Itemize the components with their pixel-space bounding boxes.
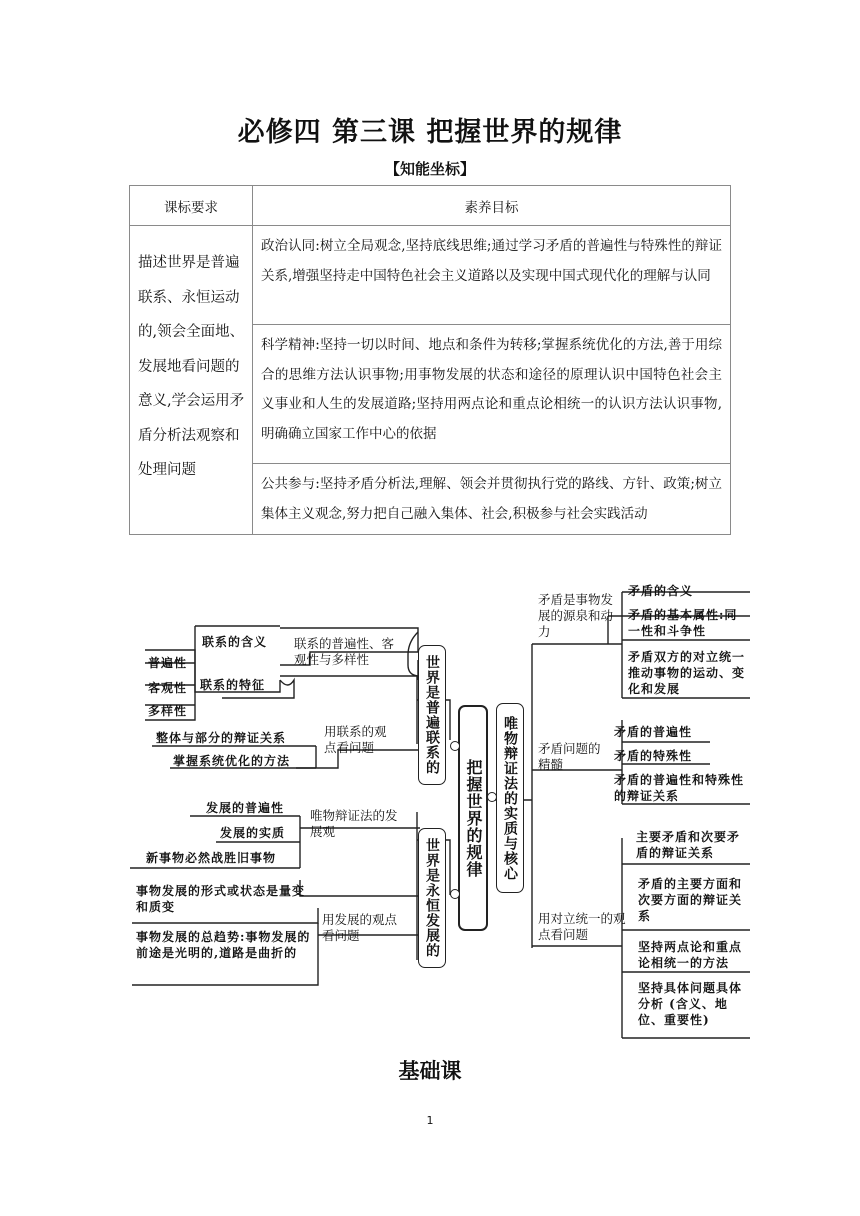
item-contradiction-universality: 矛盾的普遍性	[614, 725, 693, 739]
topic-universal-connection: 世界是普遍联系的	[418, 645, 446, 785]
branch-unity-opposites: 用对立统一的观点看问题	[538, 911, 626, 942]
item-contradiction-movement: 矛盾双方的对立统一推动事物的运动、变化和发展	[628, 650, 746, 696]
objectives-table	[129, 185, 731, 535]
item-system-optimization: 掌握系统优化的方法	[173, 754, 291, 768]
item-concrete-analysis: 坚持具体问题具体分析 (含义、地位、重要性)	[638, 981, 743, 1027]
table-header-row	[130, 186, 731, 226]
item-contradiction-meaning: 矛盾的含义	[628, 584, 694, 598]
page-title: 必修四 第三课 把握世界的规律	[237, 117, 623, 148]
connector-dot	[450, 889, 460, 899]
item-whole-part: 整体与部分的辩证关系	[156, 731, 287, 745]
branch-contradiction-essence: 矛盾问题的精髓	[538, 741, 601, 772]
topic-dialectics-core: 唯物辩证法的实质与核心	[496, 703, 524, 893]
item-universality-particularity: 矛盾的普遍性和特殊性的辩证关系	[614, 773, 745, 803]
feature-objectivity: 客观性	[148, 681, 188, 695]
center-topic: 把握世界的规律	[458, 705, 488, 931]
item-development-universality: 发展的普遍性	[206, 801, 285, 815]
item-connection-meaning: 联系的含义	[202, 635, 268, 649]
section-subtitle: 【知能坐标】	[384, 160, 475, 178]
goal-political: 政治认同:树立全局观念,坚持底线思维;通过学习矛盾的普遍性与特殊性的辩证关系,增强坚持走中国特色社会主义道路以及实现中国式现代化的理解与认同	[253, 226, 731, 325]
section-heading: 基础课	[398, 1059, 462, 1083]
feature-diversity: 多样性	[148, 704, 188, 718]
goal-participation: 公共参与:坚持矛盾分析法,理解、领会并贯彻执行党的路线、方针、政策;树立集体主义观念,努力把自己融入集体、社会,积极参与社会实践活动	[253, 464, 731, 535]
item-main-aspect: 矛盾的主要方面和次要方面的辩证关系	[638, 877, 743, 923]
item-two-point-focus: 坚持两点论和重点论相统一的方法	[638, 940, 743, 970]
branch-development-perspective: 用发展的观点看问题	[322, 912, 398, 943]
goal-science: 科学精神:坚持一切以时间、地点和条件为转移;掌握系统优化的方法,善于用综合的思维方法认识事物;用事物发展的状态和途径的原理认识中国特色社会主义事业和人生的发展道路;坚持用两点论和重点论相统一的认识方法认识事物,明确确立国家工作中心的依据	[253, 325, 731, 464]
item-contradiction-particularity: 矛盾的特殊性	[614, 749, 693, 763]
item-new-beats-old: 新事物必然战胜旧事物	[146, 851, 277, 865]
item-general-trend: 事物发展的总趋势:事物发展的前途是光明的,道路是曲折的	[136, 930, 311, 960]
requirement-cell: 描述世界是普遍联系、永恒运动的,领会全面地、发展地看问题的意义,学会运用矛盾分析法观察和处理问题	[130, 226, 253, 535]
item-development-essence: 发展的实质	[220, 826, 286, 840]
branch-connection-view: 用联系的观点看问题	[324, 724, 387, 755]
branch-contradiction-source: 矛盾是事物发展的源泉和动力	[538, 592, 614, 639]
branch-connection-nature: 联系的普遍性、客观性与多样性	[294, 636, 395, 667]
branch-development-view: 唯物辩证法的发展观	[310, 808, 398, 839]
table-row	[130, 226, 731, 325]
topic-eternal-development: 世界是永恒发展的	[418, 828, 446, 968]
item-connection-features: 联系的特征	[200, 678, 266, 692]
item-principal-secondary: 主要矛盾和次要矛盾的辩证关系	[636, 830, 741, 860]
page-number: 1	[426, 1114, 434, 1127]
header-requirement: 课标要求	[130, 186, 253, 226]
item-quantity-quality: 事物发展的形式或状态是量变和质变	[136, 884, 306, 914]
header-goal: 素养目标	[253, 186, 731, 226]
feature-universality: 普遍性	[148, 656, 188, 670]
connector-dot	[450, 741, 460, 751]
item-contradiction-attributes: 矛盾的基本属性:同一性和斗争性	[628, 608, 738, 638]
